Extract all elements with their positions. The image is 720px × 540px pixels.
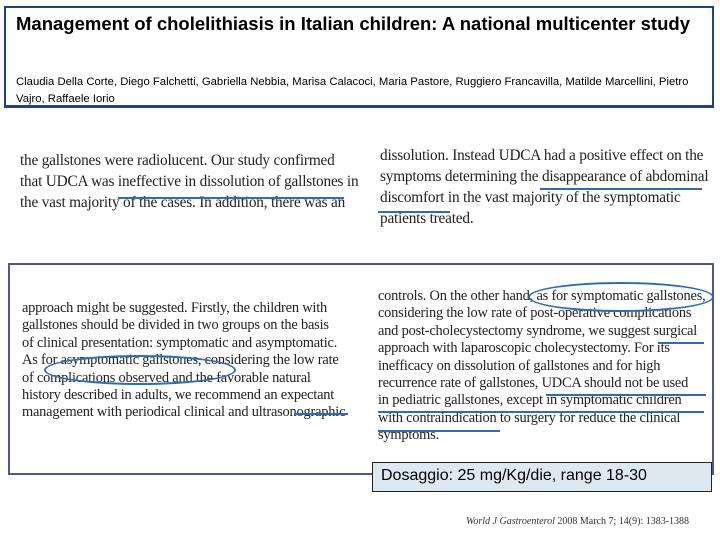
- text-line: symptoms.: [378, 427, 439, 444]
- excerpt-top-right: [380, 145, 708, 229]
- highlight-underline: [546, 394, 706, 396]
- excerpt-bottom-right: [378, 288, 706, 445]
- text-line: that UDCA was ineffective in dissolution of gallstones in: [20, 173, 359, 190]
- highlight-underline: [118, 197, 344, 199]
- text-line: discomfort in the vast majority of the symptomatic: [380, 189, 681, 206]
- text-line: dissolution. Instead UDCA had a positive effect on the: [380, 147, 704, 164]
- text-line: As for asymptomatic gallstones, considering the low rate: [22, 352, 339, 369]
- text-line: approach with laparoscopic cholecystectomy. For its: [378, 340, 670, 357]
- text-line: patients treated.: [380, 210, 474, 227]
- text-line: controls. On the other hand, as for symptomatic gallstones,: [378, 288, 706, 304]
- text-line: inefficacy on dissolution of gallstones and for high: [378, 357, 661, 374]
- article-authors: Claudia Della Corte, Diego Falchetti, Gabriella Nebbia, Marisa Calacoci, Maria Pastore, Ruggiero Francavilla, Matilde Marcellini, Pietro Vajro, Raffaele Iorio: [16, 76, 689, 105]
- article-title: Management of cholelithiasis in Italian children: A national multicenter study: [16, 13, 690, 34]
- text-line: the gallstones were radiolucent. Our study confirmed: [20, 152, 335, 169]
- text-line: in pediatric gallstones, except in symptomatic children: [378, 392, 682, 409]
- excerpt-top-left: [20, 150, 358, 213]
- article-header: [4, 6, 714, 108]
- highlight-underline: [540, 188, 702, 190]
- highlight-oval: [44, 355, 236, 385]
- text-line: with contraindication to surgery for reduce the clinical: [378, 409, 681, 426]
- highlight-underline: [294, 413, 348, 415]
- highlight-underline: [378, 430, 500, 432]
- citation-details: 2008 March 7; 14(9): 1383-1388: [557, 516, 690, 527]
- highlight-underline: [378, 211, 450, 213]
- text-line: of clinical presentation: symptomatic and asymptomatic.: [22, 334, 338, 351]
- text-line: management with periodical clinical and ultrasonographic: [22, 404, 346, 421]
- text-line: symptoms determining the disappearance of abdominal: [380, 168, 709, 185]
- text-line: the vast majority of the cases. In addition, there was an: [20, 194, 346, 211]
- text-line: recurrence rate of gallstones, UDCA should not be used: [378, 374, 689, 391]
- text-line: of complications observed and the favorable natural: [22, 369, 311, 386]
- highlight-underline: [378, 411, 704, 413]
- journal-name: World J Gastroenterol: [466, 516, 555, 527]
- text-line: and post-cholecystectomy syndrome, we suggest surgical: [378, 322, 698, 339]
- highlight-underline: [658, 342, 704, 344]
- text-line: history described in adults, we recommend an expectant: [22, 386, 335, 403]
- text-line: considering the low rate of post-operative complications: [378, 305, 692, 322]
- journal-citation: [466, 516, 689, 527]
- text-line: approach might be suggested. Firstly, the children with: [22, 300, 327, 316]
- dosage-note: Dosaggio: 25 mg/Kg/die, range 18-30: [372, 462, 712, 492]
- highlight-oval: [528, 282, 714, 312]
- text-line: gallstones should be divided in two groups on the basis: [22, 317, 329, 334]
